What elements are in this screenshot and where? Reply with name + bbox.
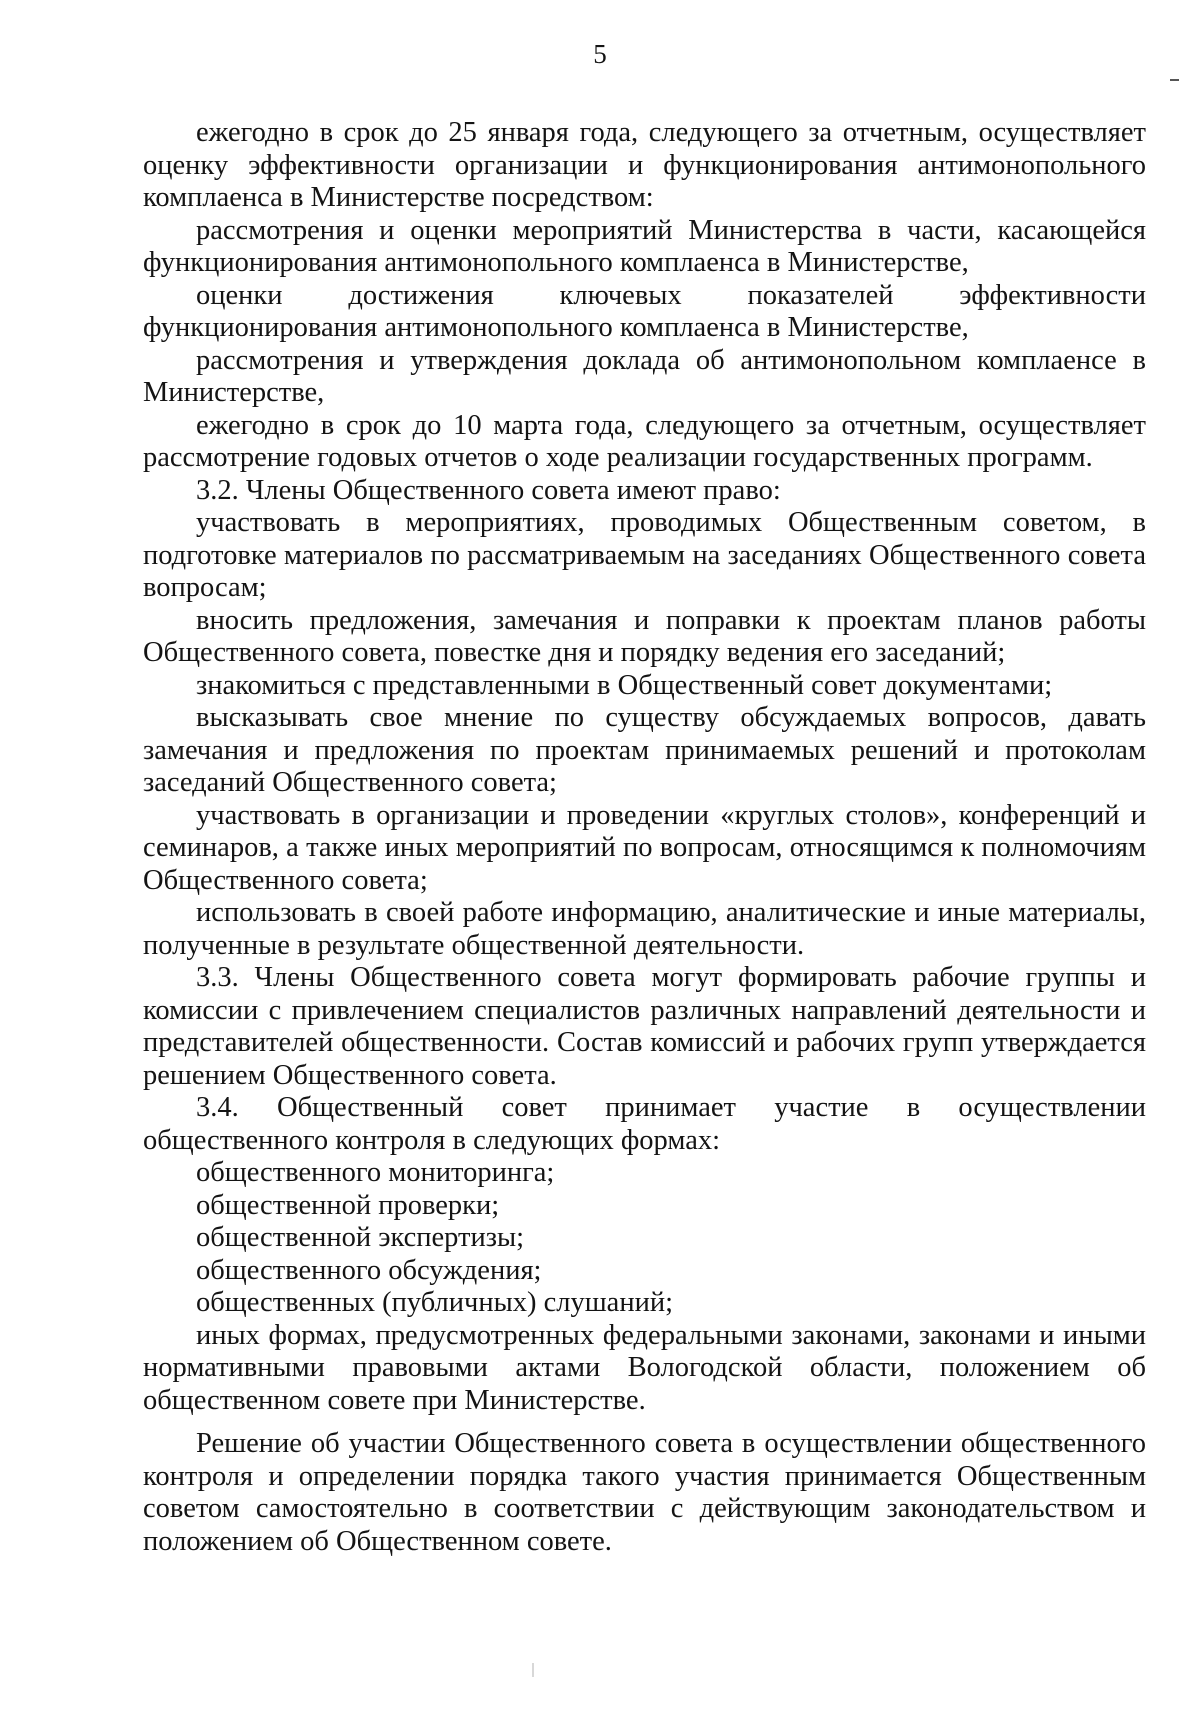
- paragraph-annual-reports: ежегодно в срок до 10 марта года, следующего за отчетным, осуществляет рассмотрение годовых отчетов о ходе реализации государственных программ.: [143, 409, 1146, 473]
- document-body: [143, 117, 1146, 1558]
- paragraph-documents: знакомиться с представленными в Общественный совет документами;: [196, 669, 1053, 701]
- paragraph-section-3-2: 3.2. Члены Общественного совета имеют право:: [196, 474, 781, 506]
- scan-artifact: [532, 1663, 534, 1677]
- list-item-discussion: общественного обсуждения;: [196, 1254, 542, 1286]
- paragraph-participate: участвовать в мероприятиях, проводимых Общественным советом, в подготовке материалов по рассматриваемым на заседаниях Общественного совета вопросам;: [143, 507, 1146, 603]
- list-item-monitoring: общественного мониторинга;: [196, 1157, 555, 1188]
- paragraph-proposals: вносить предложения, замечания и поправки к проектам планов работы Общественного совета, повестке дня и порядку ведения его заседаний;: [143, 604, 1146, 668]
- paragraph-section-3-4: 3.4. Общественный совет принимает участие в осуществлении общественного контроля в следующих формах:: [143, 1092, 1146, 1156]
- paragraph-annual-evaluation: ежегодно в срок до 25 января года, следующего за отчетным, осуществляет оценку эффективности организации и функционирования антимонопольного комплаенса в Министерстве посредством:: [143, 117, 1146, 213]
- paragraph-report-approval: рассмотрения и утверждения доклада об антимонопольном комплаенсе в Министерстве,: [143, 344, 1146, 408]
- page-number: 5: [593, 39, 607, 69]
- paragraph-section-3-3: 3.3. Члены Общественного совета могут формировать рабочие группы и комиссии с привлечением специалистов различных направлений деятельности и представителей общественности. Состав комиссий и рабочих групп утверждается решением Общественного совета.: [143, 962, 1146, 1091]
- list-item-expertise: общественной экспертизы;: [196, 1222, 525, 1253]
- paragraph-kpi-evaluation: оценки достижения ключевых показателей эффективности функционирования антимонопольного комплаенса в Министерстве,: [143, 279, 1146, 343]
- paragraph-use-information: использовать в своей работе информацию, аналитические и иные материалы, полученные в результате общественной деятельности.: [143, 897, 1146, 961]
- paragraph-round-tables: участвовать в организации и проведении «круглых столов», конференций и семинаров, а также иных мероприятий по вопросам, относящимся к полномочиям Общественного совета;: [143, 799, 1146, 896]
- paragraph-opinion: высказывать свое мнение по существу обсуждаемых вопросов, давать замечания и предложения по проектам принимаемых решений и протоколам заседаний Общественного совета;: [143, 702, 1146, 798]
- list-item-hearings: общественных (публичных) слушаний;: [196, 1287, 673, 1318]
- paragraph-decision: Решение об участии Общественного совета в осуществлении общественного контроля и определении порядка такого участия принимается Общественным советом самостоятельно в соответствии с действующим законодательством и положением об Общественном совете.: [143, 1428, 1146, 1557]
- scan-mark: [1170, 79, 1179, 81]
- list-item-other-forms: иных формах, предусмотренных федеральными законами, законами и иными нормативными правовыми актами Вологодской области, положением об общественном совете при Министерстве.: [143, 1319, 1146, 1416]
- list-item-inspection: общественной проверки;: [196, 1189, 500, 1221]
- paragraph-review-measures: рассмотрения и оценки мероприятий Министерства в части, касающейся функционирования антимонопольного комплаенса в Министерстве,: [143, 214, 1146, 278]
